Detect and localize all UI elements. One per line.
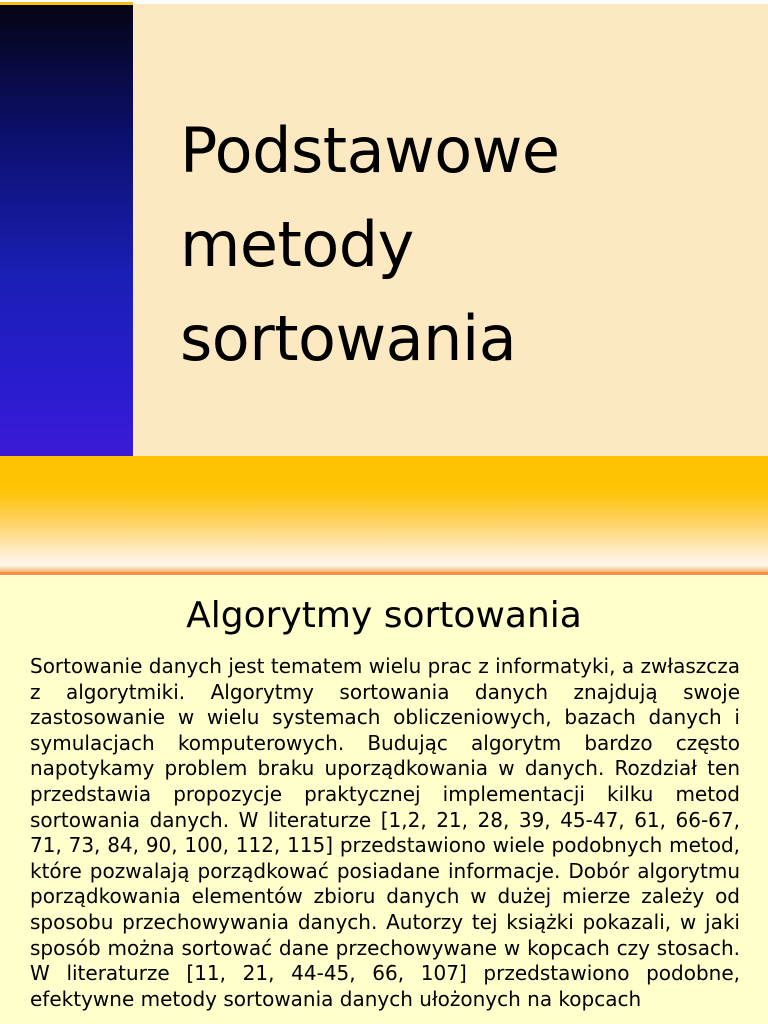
slide-title: Podstawowe metody sortowania (180, 114, 560, 375)
slide-body-text: Sortowanie danych jest tematem wielu prac z informatyki, a zwłaszcza z algorytmiki. Algorytmy sortowania danych znajdują swoje zastosowanie w wielu systemach obliczeniowych, bazach danych i symulacjach komputerowych. Budując algorytm bardzo często napotykamy problem braku uporządkowania w danych. Rozdział ten przedstawia propozycje praktycznej implementacji kilku metod sortowania danych. W literaturze [1,2, 21, 28, 39, 45-47, 61, 66-67, 71, 73, 84, 90, 100, 112, 115] przedstawiono wiele podobnych metod, które pozwalają porządkować posiadane informacje. Dobór algorytmu porządkowania elementów zbioru danych w dużej mierze zależy od sposobu przechowywania danych. Autorzy tej książki pokazali, w jaki sposób można sortować dane przechowywane w kopcach czy stosach. W literaturze [11, 21, 44-45, 66, 107] przedstawiono podobne, efektywne metody sortowania danych ułożonych na kopcach (30, 654, 740, 1011)
decorative-gradient-band (0, 4, 133, 456)
slide-separator (0, 572, 768, 575)
content-slide (0, 576, 768, 1024)
slide-heading: Algorytmy sortowania (186, 595, 582, 636)
decorative-gold-band (0, 456, 768, 575)
decorative-gold-edge (0, 2, 133, 5)
